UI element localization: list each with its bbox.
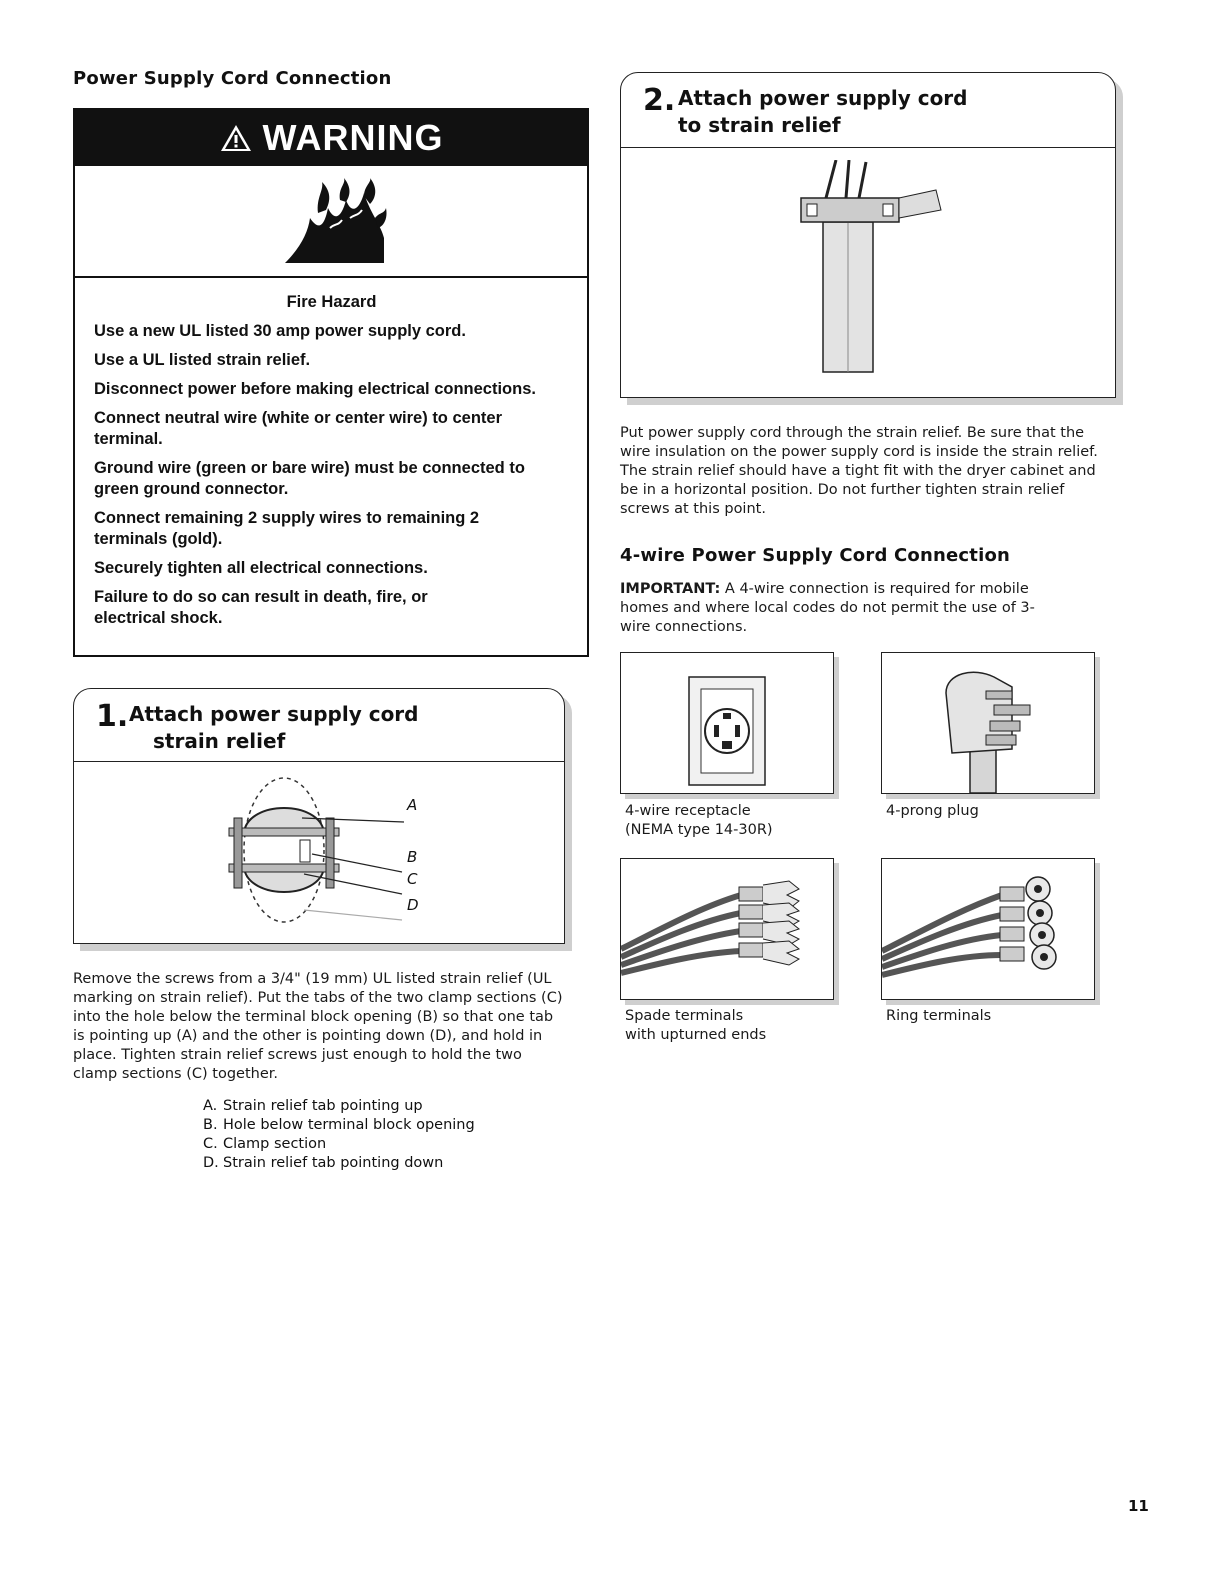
spade-caption <box>625 1007 766 1045</box>
caption-line: 4-wire receptacle <box>625 803 751 819</box>
cord-in-strain-relief-diagram <box>791 160 951 380</box>
caption-line: Spade terminals <box>625 1008 744 1024</box>
legend-text: Strain relief tab pointing down <box>223 1155 444 1171</box>
warning-line: Use a UL listed strain relief. <box>94 351 311 369</box>
hazard-title: Fire Hazard <box>286 293 377 311</box>
step1-box <box>73 688 565 944</box>
receptacle-caption <box>625 802 773 840</box>
warning-line: Use a new UL listed 30 amp power supply cord. <box>94 322 466 340</box>
step2-title <box>678 85 967 139</box>
ring-caption <box>886 1007 991 1026</box>
label-a: A <box>407 796 418 814</box>
section-title: Power Supply Cord Connection <box>73 68 392 89</box>
step1-body: Remove the screws from a 3/4" (19 mm) UL listed strain relief (UL marking on strain relief). Put the tabs of the two clamp sections (C) into the hole below the terminal block opening (B) so that one tab is pointing up (A) and the other is pointing down (D), and hold in place. Tighten strain relief screws just enough to hold the two clamp sections (C) together. <box>73 971 563 1082</box>
warning-title: WARNING <box>262 117 444 158</box>
warning-line: Disconnect power before making electrical connections. <box>94 380 536 398</box>
step2-title-line2: to strain relief <box>678 113 841 137</box>
step1-number: 1. <box>96 699 129 734</box>
legend-text: Clamp section <box>223 1136 327 1152</box>
step2-title-line1: Attach power supply cord <box>678 86 968 110</box>
plug-caption <box>886 802 979 821</box>
four-wire-important <box>620 580 1060 637</box>
warning-line: Connect neutral wire (white or center wire) to center terminal. <box>94 409 502 448</box>
caption-line: with upturned ends <box>625 1027 767 1043</box>
warning-line: Failure to do so can result in death, fire, or electrical shock. <box>94 588 428 627</box>
legend-key: B. <box>203 1117 218 1133</box>
four-prong-plug-icon <box>882 653 1094 793</box>
page-number: 11 <box>1128 1497 1149 1515</box>
warning-header <box>75 110 587 166</box>
step1-figure <box>74 762 564 942</box>
label-c: C <box>407 870 418 888</box>
step2-number: 2. <box>643 83 676 118</box>
four-wire-title: 4-wire Power Supply Cord Connection <box>620 545 1011 566</box>
warning-box <box>73 108 589 657</box>
warning-triangle-icon <box>219 123 253 153</box>
label-d: D <box>407 896 419 914</box>
important-text: A 4-wire connection is required for mobile homes and where local codes do not permit the use of 3-wire connections. <box>620 581 1035 635</box>
receptacle-icon <box>621 653 833 793</box>
legend-text: Hole below terminal block opening <box>223 1117 475 1133</box>
warning-line: Connect remaining 2 supply wires to remaining 2 terminals (gold). <box>94 509 480 548</box>
label-b: B <box>407 848 418 866</box>
step2-header <box>621 73 1115 147</box>
step2-box <box>620 72 1116 398</box>
warning-line: Securely tighten all electrical connections. <box>94 559 428 577</box>
step1-header <box>74 689 564 761</box>
step1-title <box>129 701 418 755</box>
warning-line: Ground wire (green or bare wire) must be connected to green ground connector. <box>94 459 525 498</box>
step2-figure <box>621 148 1115 396</box>
step2-body: Put power supply cord through the strain relief. Be sure that the wire insulation on the power supply cord is inside the strain relief. The strain relief should have a tight fit with the dryer cabinet and be in a horizontal position. Do not further tighten strain relief screws at this point. <box>620 425 1098 517</box>
legend-key: D. <box>203 1155 219 1171</box>
caption-line: (NEMA type 14-30R) <box>625 822 773 838</box>
strain-relief-clamp-diagram <box>204 770 434 938</box>
step1-title-line1: Attach power supply cord <box>129 702 419 726</box>
legend-text: Strain relief tab pointing up <box>223 1098 423 1114</box>
fire-icon-area <box>75 166 587 276</box>
fire-hazard-icon <box>280 178 390 268</box>
step1-legend <box>203 1097 475 1173</box>
spade-terminals-icon <box>621 859 833 999</box>
ring-terminals-figure <box>881 858 1095 1000</box>
legend-key: A. <box>203 1098 218 1114</box>
important-label: IMPORTANT: <box>620 581 721 597</box>
caption-line: 4-prong plug <box>886 803 979 819</box>
legend-key: C. <box>203 1136 218 1152</box>
step1-title-line2: strain relief <box>153 729 286 753</box>
ring-terminals-icon <box>882 859 1094 999</box>
plug-figure <box>881 652 1095 794</box>
spade-terminals-figure <box>620 858 834 1000</box>
receptacle-figure <box>620 652 834 794</box>
caption-line: Ring terminals <box>886 1008 992 1024</box>
